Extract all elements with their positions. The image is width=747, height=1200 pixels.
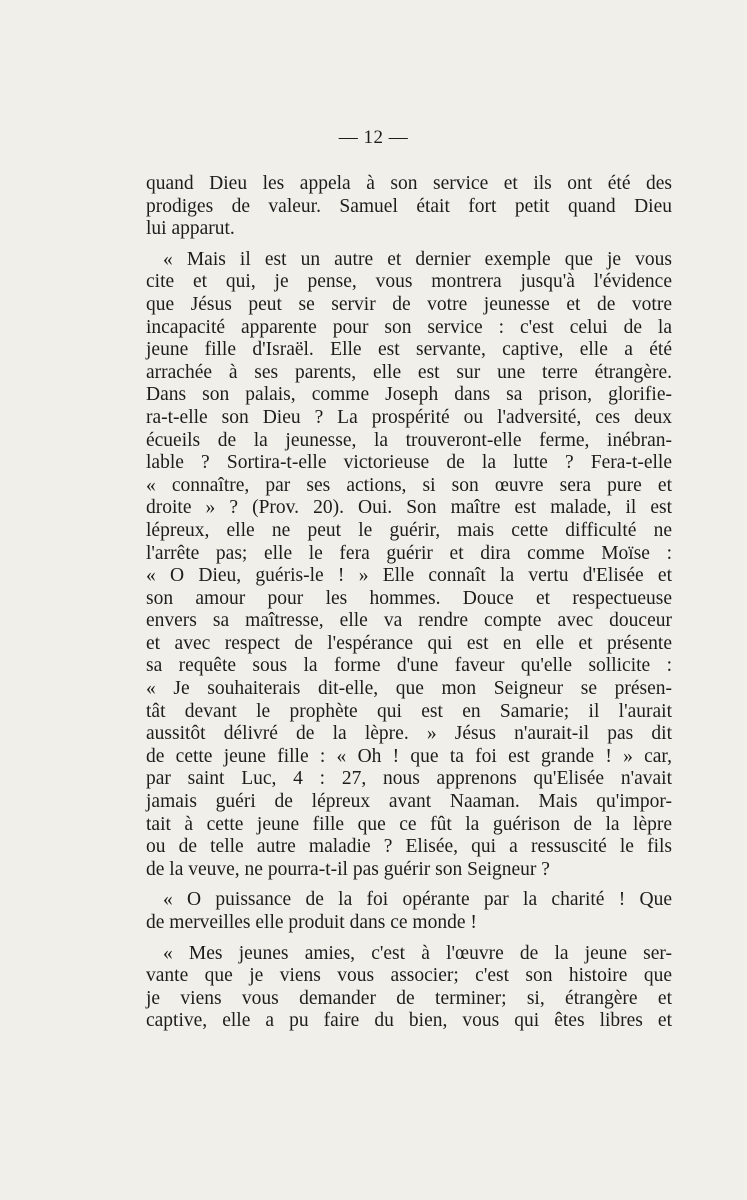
text-line: « O puissance de la foi opérante par la charité ! Que [163,889,672,911]
paragraph-1 [146,173,672,241]
text-line: jeune fille d'Israël. Elle est servante, captive, elle a été [146,339,672,361]
text-line: l'arrête pas; elle le fera guérir et dira comme Moïse : [146,542,672,564]
text-line: lable ? Sortira-t-elle victorieuse de la lutte ? Fera-t-elle [146,452,672,474]
text-line: captive, elle a pu faire du bien, vous qui êtes libres et [146,1010,672,1032]
text-line: incapacité apparente pour son service : c'est celui de la [146,316,672,338]
paragraph-4 [146,943,672,1033]
text-line: écueils de la jeunesse, la trouveront-elle ferme, inébran- [146,429,672,451]
text-line: « O Dieu, guéris-le ! » Elle connaît la vertu d'Elisée et [146,565,672,587]
text-line: ou de telle autre maladie ? Elisée, qui a ressuscité le fils [146,836,672,858]
text-line: tât devant le prophète qui est en Samarie; il l'aurait [146,700,672,722]
text-line: quand Dieu les appela à son service et ils ont été des [146,173,672,194]
text-line: de la veuve, ne pourra-t-il pas guérir son Seigneur ? [146,858,550,880]
text-line: jamais guéri de lépreux avant Naaman. Mais qu'impor- [146,791,672,813]
text-line: aussitôt délivré de la lèpre. » Jésus n'aurait-il pas dit [146,723,672,745]
text-line: je viens vous demander de terminer; si, étrangère et [146,987,672,1009]
text-line: sa requête sous la forme d'une faveur qu'elle sollicite : [146,655,672,677]
text-line: son amour pour les hommes. Douce et respectueuse [146,587,672,609]
text-line: vante que je viens vous associer; c'est son histoire que [146,965,672,987]
text-line: « Mais il est un autre et dernier exemple que je vous [163,248,672,270]
text-line: lépreux, elle ne peut le guérir, mais cette difficulté ne [146,519,672,541]
paragraph-2 [146,249,672,882]
text-line: « connaître, par ses actions, si son œuvre sera pure et [146,474,672,496]
text-line: envers sa maîtresse, elle va rendre compte avec douceur [146,610,672,632]
text-line: par saint Luc, 4 : 27, nous apprenons qu'Elisée n'avait [146,768,672,790]
text-line: que Jésus peut se servir de votre jeunesse et de votre [146,293,672,315]
text-line: et avec respect de l'espérance qui est en elle et présente [146,632,672,654]
text-line: de merveilles elle produit dans ce monde ! [146,912,477,933]
text-line: Dans son palais, comme Joseph dans sa prison, glorifie- [146,384,672,406]
text-line: « Je souhaiterais dit-elle, que mon Seigneur se présen- [146,678,672,700]
text-line: arrachée à ses parents, elle est sur une terre étrangère. [146,361,672,383]
text-line: « Mes jeunes amies, c'est à l'œuvre de la jeune ser- [163,942,672,964]
text-line: droite » ? (Prov. 20). Oui. Son maître est malade, il est [146,497,672,519]
text-line: cite et qui, je pense, vous montrera jusqu'à l'évidence [146,271,672,293]
body-text [146,173,672,1033]
text-line: de cette jeune fille : « Oh ! que ta foi est grande ! » car, [146,745,672,767]
text-line: tait à cette jeune fille que ce fût la guérison de la lèpre [146,813,672,835]
paragraph-3 [146,889,672,934]
text-line: prodiges de valeur. Samuel était fort petit quand Dieu [146,195,672,217]
text-line: ra-t-elle son Dieu ? La prospérité ou l'adversité, ces deux [146,406,672,428]
page-number: — 12 — [338,127,409,148]
text-line: lui apparut. [146,218,235,240]
